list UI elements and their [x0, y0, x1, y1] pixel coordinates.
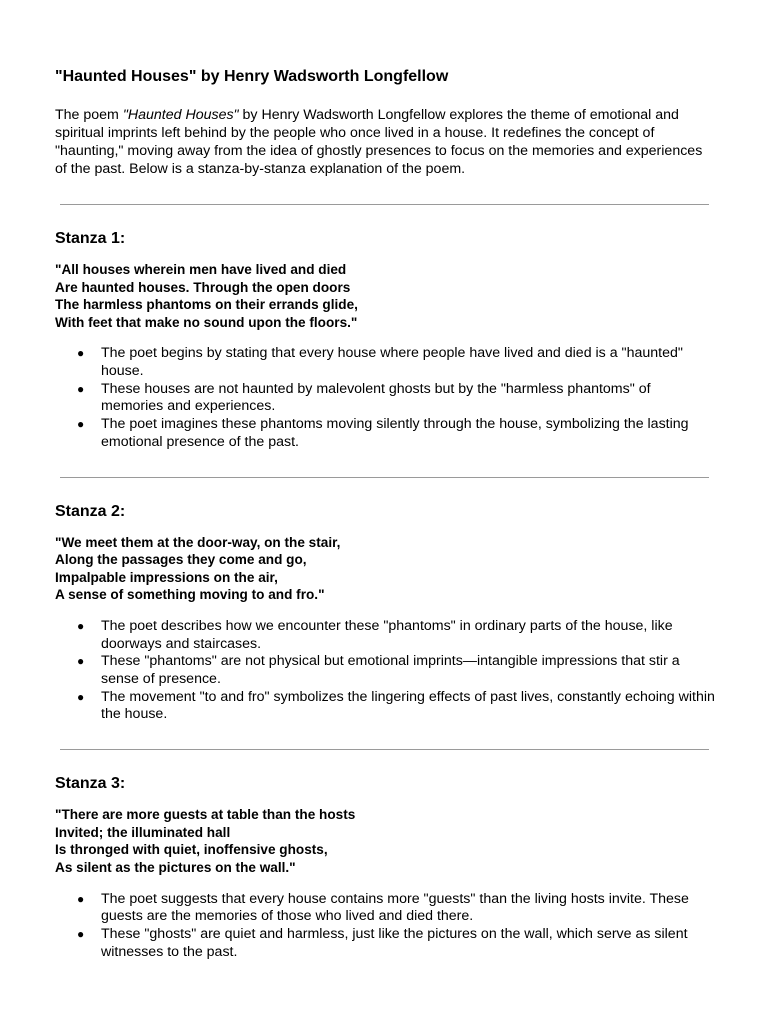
stanza-section-3: [55, 774, 715, 961]
verse-line: "We meet them at the door-way, on the stair,: [55, 534, 341, 550]
list-item-text: These "ghosts" are quiet and harmless, just like the pictures on the wall, which serve as silent witnesses to the past.: [101, 925, 688, 960]
verse-line: Is thronged with quiet, inoffensive ghosts,: [55, 842, 328, 858]
bullet-icon: ●: [77, 654, 85, 669]
list-item: [55, 689, 715, 724]
bullet-icon: ●: [77, 689, 85, 704]
divider: [60, 477, 709, 478]
document-page: [55, 66, 715, 961]
list-item: [55, 618, 715, 653]
verse-line: The harmless phantoms on their errands glide,: [55, 297, 358, 313]
verse-line: Impalpable impressions on the air,: [55, 569, 278, 585]
bullet-icon: ●: [77, 891, 85, 906]
stanza-verse: [55, 261, 715, 331]
stanza-title: Stanza 3:: [55, 775, 126, 793]
list-item: [55, 653, 715, 688]
bullet-icon: ●: [77, 417, 85, 432]
verse-line: "There are more guests at table than the hosts: [55, 807, 356, 823]
intro-text-after: by Henry Wadsworth Longfellow explores the theme of emotional and spiritual imprints left behind by the people who once lived in a house. It redefines the concept of "haunting," moving away from the idea of ghostly presences to focus on the memories and experiences of the past. Below is a stanza-by-stanza explanation of the poem.: [55, 107, 703, 177]
intro-text-before: The poem: [55, 107, 123, 123]
verse-line: "All houses wherein men have lived and died: [55, 262, 347, 277]
verse-line: As silent as the pictures on the wall.": [55, 859, 296, 875]
verse-line: A sense of something moving to and fro.": [55, 587, 325, 603]
divider: [60, 204, 709, 205]
verse-line: Invited; the illuminated hall: [55, 824, 231, 840]
list-item: [55, 416, 715, 451]
verse-line: Along the passages they come and go,: [55, 552, 307, 568]
stanza-title: Stanza 2:: [55, 502, 126, 520]
explanation-list: [55, 618, 715, 724]
divider: [60, 749, 709, 750]
stanza-verse: [55, 806, 715, 876]
list-item-text: The poet imagines these phantoms moving silently through the house, symbolizing the lasting emotional presence of the past.: [101, 416, 689, 450]
list-item: [55, 891, 715, 926]
bullet-icon: ●: [77, 926, 85, 941]
list-item-text: The movement "to and fro" symbolizes the lingering effects of past lives, constantly echoing within the house.: [101, 688, 715, 723]
list-item: [55, 345, 715, 380]
intro-paragraph: [55, 106, 715, 178]
list-item-text: These houses are not haunted by malevolent ghosts but by the "harmless phantoms" of memories and experiences.: [101, 380, 651, 415]
document-title: "Haunted Houses" by Henry Wadsworth Longfellow: [55, 68, 449, 85]
bullet-icon: ●: [77, 346, 85, 361]
bullet-icon: ●: [77, 618, 85, 633]
explanation-list: [55, 891, 715, 962]
bullet-icon: ●: [77, 381, 85, 396]
explanation-list: [55, 345, 715, 451]
list-item-text: The poet begins by stating that every house where people have lived and died is a "haunted" house.: [101, 345, 683, 380]
intro-poem-title: "Haunted Houses": [122, 107, 239, 123]
stanza-title: Stanza 1:: [55, 230, 126, 247]
verse-line: With feet that make no sound upon the floors.": [55, 314, 358, 330]
stanza-section-2: [55, 502, 715, 725]
list-item: [55, 381, 715, 416]
list-item-text: The poet suggests that every house contains more "guests" than the living hosts invite. These guests are the memories of those who lived and died there.: [101, 890, 689, 925]
list-item-text: The poet describes how we encounter these "phantoms" in ordinary parts of the house, like doorways and staircases.: [101, 617, 673, 652]
list-item: [55, 926, 715, 961]
stanza-verse: [55, 534, 715, 604]
list-item-text: These "phantoms" are not physical but emotional imprints—intangible impressions that stir a sense of presence.: [101, 653, 680, 688]
verse-line: Are haunted houses. Through the open doors: [55, 279, 351, 295]
stanza-section-1: [55, 229, 715, 452]
